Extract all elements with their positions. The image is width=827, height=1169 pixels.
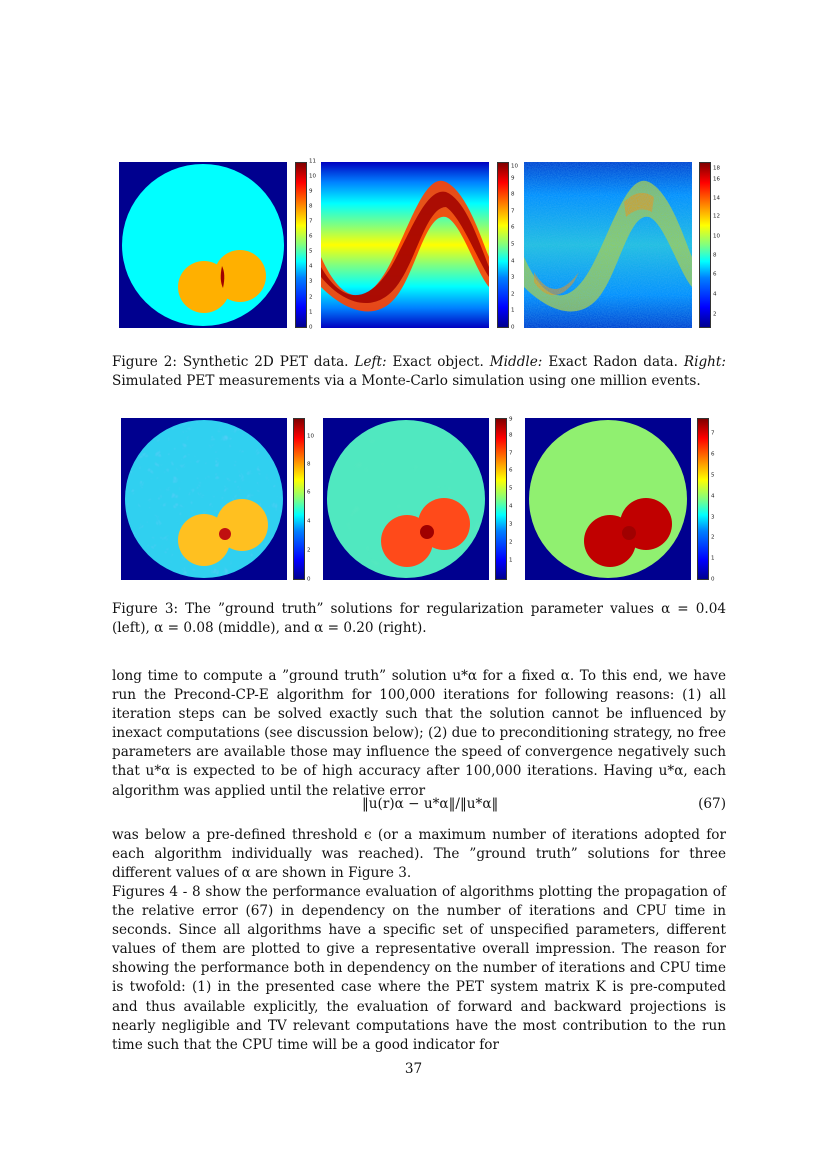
colorbar-tick: 2 [307,547,311,554]
paragraph-text: long time to compute a ”ground truth” solution u*α for a fixed α. To this end, we have run the Precond-CP-E algorithm for 100,000 iterations for following reasons: (1) all iteration steps can be solved exactly such that the solution cannot be influenced by inexact computations (see discussion below); (2) due to preconditioning strategy, no free parameters are available those may influence the speed of convergence negatively such that u*α is expected to be of high accuracy after 100,000 iterations. Having u*α, each algorithm was applied until the relative error [112,668,726,799]
ground-truth-alpha-008-image [323,418,489,580]
colorbar-tick: 9 [511,174,515,181]
colorbar-strip [293,418,305,580]
figure-3-middle-panel [323,418,489,580]
page-number: 37 [404,1061,423,1077]
colorbar-tick: 6 [309,232,313,239]
colorbar-tick: 7 [511,208,515,215]
figure-3-right-colorbar [697,418,721,583]
radon-data-image [321,162,489,328]
figure-3-middle-colorbar [495,415,519,580]
body-paragraph-3 [112,883,726,1055]
ground-truth-alpha-004-image [121,418,287,580]
colorbar-tick: 7 [509,449,513,456]
ground-truth-alpha-020-image [525,418,691,580]
figure-2-middle-panel [321,162,489,328]
caption-left-label: Left: [354,354,387,370]
figure-2-caption [112,353,726,391]
pet-measurement-image [524,162,692,328]
colorbar-tick: 8 [309,203,313,210]
colorbar-tick: 1 [509,556,513,563]
colorbar-strip [699,162,711,328]
caption-label: Figure 2: [112,354,177,370]
colorbar-tick: 5 [511,241,515,248]
colorbar-tick: 5 [309,248,313,255]
colorbar-tick: 8 [511,191,515,198]
colorbar-tick: 3 [509,521,513,528]
colorbar-tick: 8 [509,432,513,439]
caption-right-text: Simulated PET measurements via a Monte-Carlo simulation using one million events. [112,373,701,389]
colorbar-tick: 1 [309,309,313,316]
colorbar-strip [495,418,507,580]
paragraph-text: Figures 4 - 8 show the performance evaluation of algorithms plotting the propagation of the relative error (67) in dependency on the number of iterations and CPU time in seconds. Since all algorithms have a specific set of unspecified parameters, different values of them are plotted to give a representative overall impression. The reason for showing the performance both in dependency on the number of iterations and CPU time is twofold: (1) in the presented case where the PET system matrix K is pre-computed and thus available explicitly, the evaluation of forward and backward projections is nearly negligible and TV relevant computations have the most contribution to the run time such that the CPU time will be a good indicator for [112,884,726,1053]
colorbar-tick: 10 [713,232,720,239]
colorbar-tick: 0 [309,324,313,331]
colorbar-tick: 6 [713,271,717,278]
colorbar-tick: 4 [307,517,311,524]
colorbar-tick: 6 [307,489,311,496]
colorbar-tick: 2 [511,291,515,298]
colorbar-strip [295,162,307,328]
caption-middle-label: Middle: [489,354,543,370]
colorbar-tick: 4 [509,503,513,510]
colorbar-tick: 10 [309,173,316,180]
colorbar-tick: 7 [309,218,313,224]
figure-3-left-panel [121,418,287,580]
figure-2-right-panel [524,162,692,328]
colorbar-tick: 9 [309,188,313,195]
colorbar-tick: 2 [509,538,513,545]
colorbar-tick: 0 [711,576,715,583]
caption-right-label: Right: [683,354,726,370]
colorbar-tick: 11 [309,158,316,165]
figure-2-left-panel [119,162,287,328]
figure-3-left-colorbar [293,418,317,583]
colorbar-strip [697,418,709,580]
colorbar-tick: 1 [711,555,715,562]
colorbar-tick: 18 [713,164,720,171]
body-paragraph-2 [112,826,726,883]
colorbar-tick: 0 [307,576,311,583]
colorbar-tick: 7 [711,430,715,437]
colorbar-tick: 2 [309,294,313,301]
colorbar-tick: 3 [511,274,515,281]
colorbar-tick: 1 [511,307,515,314]
colorbar-tick: 10 [307,432,314,439]
equation-67 [112,796,726,816]
caption-text: Synthetic 2D PET data. [182,354,349,370]
colorbar-tick: 3 [309,278,313,285]
colorbar-tick: 4 [713,291,717,298]
paragraph-text: was below a pre-defined threshold ϵ (or a maximum number of iterations adopted for each algorithm individually was reached). The ”ground truth” solutions for three different values of α are shown in Figure 3. [112,827,726,882]
body-paragraph-1 [112,667,726,801]
colorbar-tick: 14 [713,194,720,201]
figure-2-right-colorbar [699,162,723,328]
colorbar-tick: 5 [711,472,715,479]
figure-2-left-colorbar [295,158,319,331]
colorbar-tick: 8 [307,461,311,468]
colorbar-strip [497,162,509,328]
colorbar-tick: 8 [713,252,717,259]
figure-2-middle-colorbar [497,162,521,331]
colorbar-tick: 9 [509,415,513,422]
colorbar-tick: 5 [509,485,513,492]
colorbar-tick: 16 [713,176,720,183]
colorbar-tick: 2 [713,310,717,317]
colorbar-tick: 4 [309,263,313,270]
equation-expression: ‖u(r)α − u*α‖/‖u*α‖ [362,796,499,812]
colorbar-tick: 3 [711,513,715,520]
colorbar-tick: 2 [711,534,715,541]
colorbar-tick: 6 [509,467,513,474]
equation-number: (67) [698,796,726,812]
colorbar-tick: 4 [711,492,715,499]
figure-3-caption: Figure 3: The ”ground truth” solutions for regularization parameter values α = 0.04 (left), α = 0.08 (middle), and α = 0.20 (right). [112,601,726,636]
colorbar-tick: 12 [713,213,720,220]
colorbar-tick: 0 [511,324,515,331]
colorbar-tick: 10 [511,163,518,170]
colorbar-tick: 6 [711,451,715,458]
caption-middle-text: Exact Radon data. [548,354,678,370]
colorbar-tick: 6 [511,224,515,231]
figure-3-right-panel [525,418,691,580]
colorbar-tick: 4 [511,257,515,264]
caption-left-text: Exact object. [392,354,484,370]
exact-object-image [119,162,287,328]
